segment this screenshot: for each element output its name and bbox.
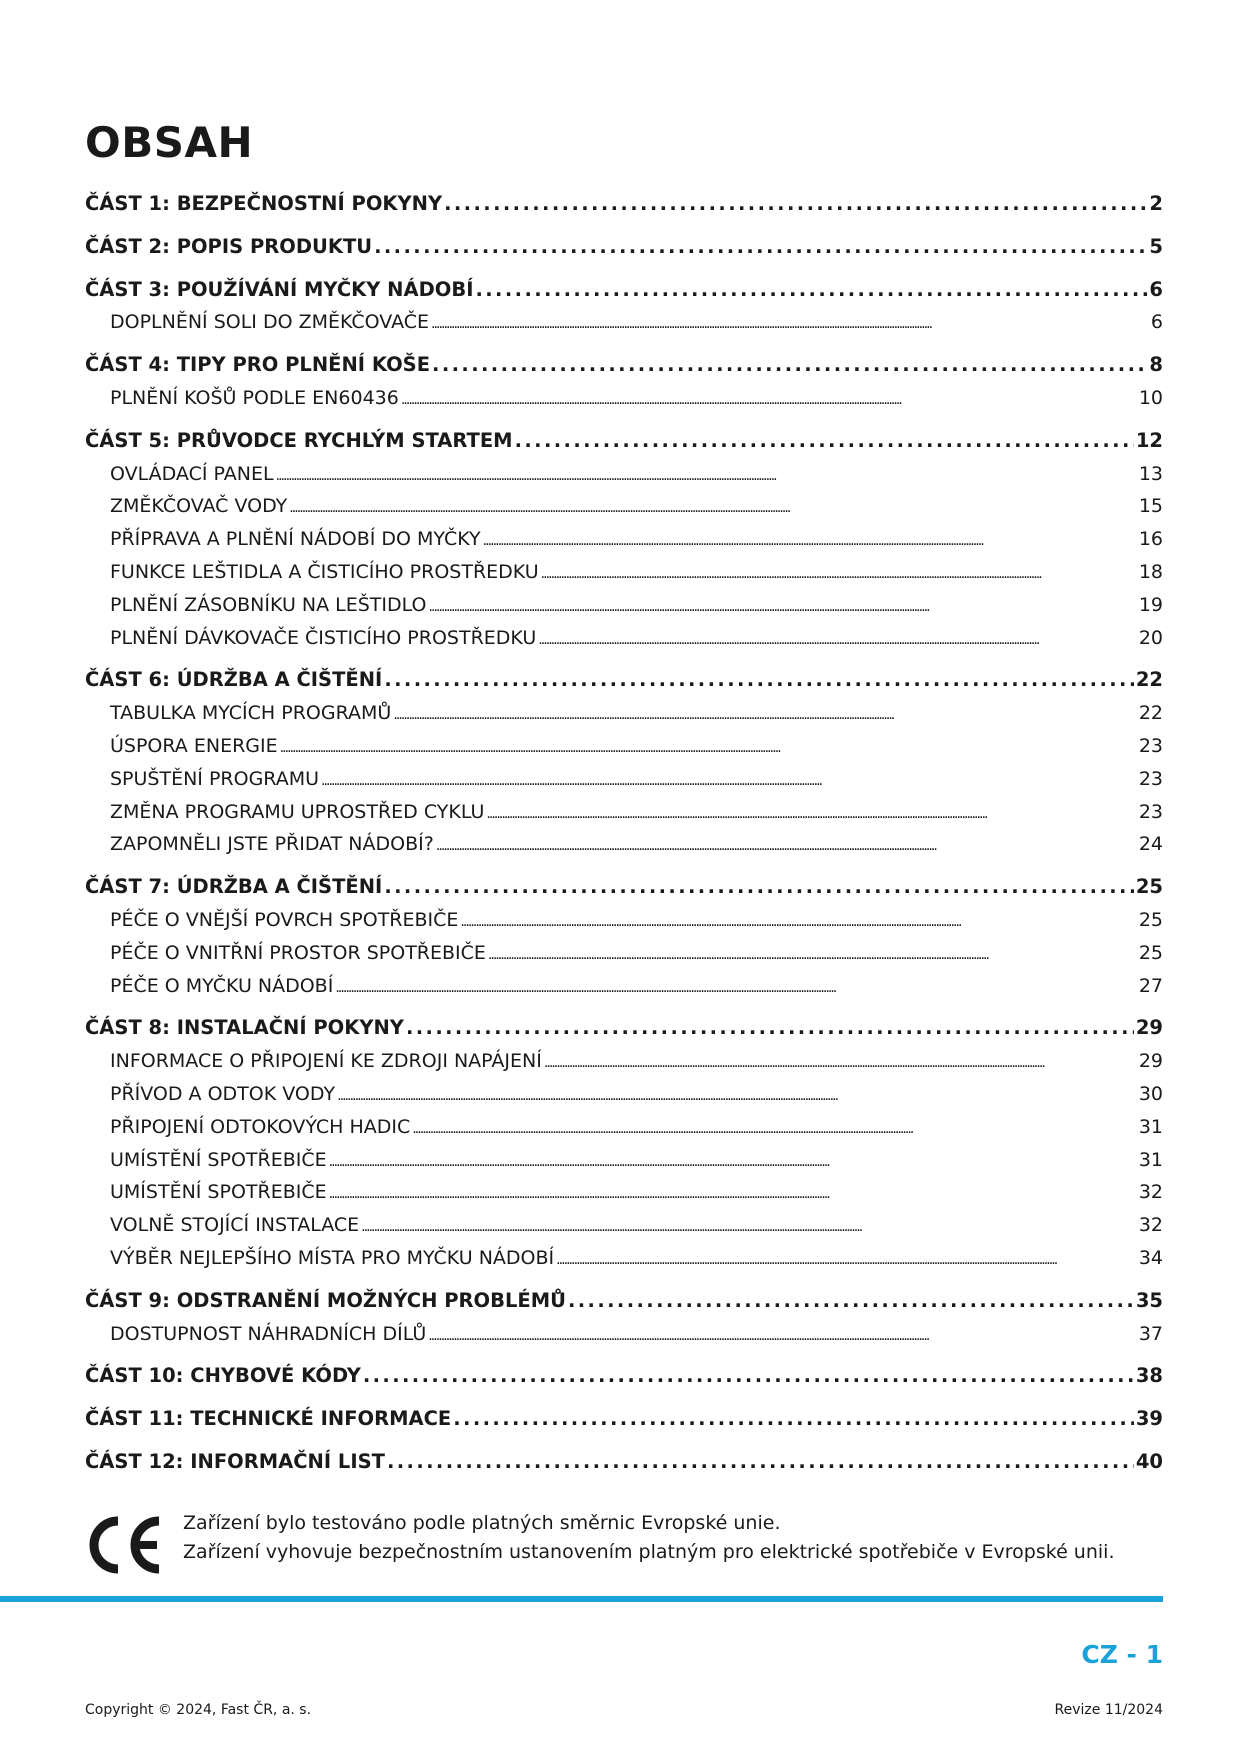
toc-leader-dots [393, 697, 1137, 732]
toc-entry-title: PÉČE O MYČKU NÁDOBÍ [110, 974, 334, 997]
toc-leader-dots [329, 1144, 1137, 1179]
toc-section[interactable] [85, 730, 1163, 763]
toc-entry-title: DOSTUPNOST NÁHRADNÍCH DÍLŮ [110, 1322, 427, 1345]
toc-entry-title: ČÁST 1: BEZPEČNOSTNÍ POKYNY [85, 192, 443, 215]
toc-entry-page: 37 [1138, 1322, 1163, 1345]
toc-entry-page: 18 [1138, 560, 1163, 583]
toc-leader-dots [361, 1209, 1137, 1244]
toc-chapter[interactable] [85, 1360, 1163, 1393]
toc-entry-page: 10 [1138, 386, 1163, 409]
toc-section[interactable] [85, 1078, 1163, 1111]
toc-entry-page: 15 [1138, 495, 1163, 518]
toc-chapter[interactable] [85, 188, 1163, 221]
toc-entry-page: 16 [1138, 528, 1163, 551]
page-number: CZ - 1 [1081, 1640, 1163, 1669]
toc-section[interactable] [85, 458, 1163, 491]
toc-entry-title: PÉČE O VNITŘNÍ PROSTOR SPOTŘEBIČE [110, 941, 486, 964]
toc-entry-title: ČÁST 10: CHYBOVÉ KÓDY [85, 1364, 361, 1388]
ce-text [183, 1509, 1115, 1567]
toc-leader-dots [486, 796, 1136, 831]
toc-entry-title: ČÁST 2: POPIS PRODUKTU [85, 234, 373, 258]
toc-entry-title: TABULKA MYCÍCH PROGRAMŮ [110, 702, 392, 725]
toc-entry-title: FUNKCE LEŠTIDLA A ČISTICÍHO PROSTŘEDKU [110, 560, 539, 583]
toc-entry-page: 6 [1149, 277, 1163, 301]
toc-chapter[interactable] [85, 425, 1163, 458]
toc-section[interactable] [85, 904, 1163, 937]
toc-entry-page: 23 [1138, 767, 1163, 790]
ce-text-line-1: Zařízení bylo testováno podle platných směrnic Evropské unie. [183, 1512, 781, 1534]
toc-leader-dots [337, 1078, 1137, 1113]
toc-entry-page: 13 [1138, 462, 1163, 485]
toc-entry-title: ČÁST 8: INSTALAČNÍ POKYNY [85, 1016, 404, 1040]
toc-entry-page: 25 [1135, 875, 1163, 899]
toc-section[interactable] [85, 622, 1163, 655]
toc-entry-page: 31 [1138, 1115, 1163, 1138]
toc-entry-title: ČÁST 9: ODSTRANĚNÍ MOŽNÝCH PROBLÉMŮ [85, 1288, 566, 1312]
toc-entry-title: INFORMACE O PŘIPOJENÍ KE ZDROJI NAPÁJENÍ [110, 1050, 542, 1073]
toc-leader-dots [321, 763, 1137, 798]
toc-entry-title: UMÍSTĚNÍ SPOTŘEBIČE [110, 1148, 327, 1171]
toc-entry-page: 24 [1138, 833, 1163, 856]
toc-entry-title: PŘIPOJENÍ ODTOKOVÝCH HADIC [110, 1115, 411, 1138]
toc-entry-title: PŘÍVOD A ODTOK VODY [110, 1082, 336, 1105]
toc-section[interactable] [85, 970, 1163, 1003]
page-title: OBSAH [85, 118, 254, 167]
toc-leader-dots [363, 1360, 1134, 1393]
toc-chapter[interactable] [85, 1285, 1163, 1318]
toc-entry-title: PŘÍPRAVA A PLNĚNÍ NÁDOBÍ DO MYČKY [110, 528, 481, 551]
toc-section[interactable] [85, 1111, 1163, 1144]
toc-entry-page: 32 [1138, 1181, 1163, 1204]
toc-chapter[interactable] [85, 349, 1163, 382]
toc-entry-title: DOPLNĚNÍ SOLI DO ZMĚKČOVAČE [110, 311, 430, 334]
toc-leader-dots [538, 622, 1137, 657]
toc-section[interactable] [85, 763, 1163, 796]
toc-leader-dots [431, 306, 1149, 341]
toc-entry-title: PLNĚNÍ ZÁSOBNÍKU NA LEŠTIDLO [110, 593, 427, 616]
toc-section[interactable] [85, 1144, 1163, 1177]
toc-entry-page: 31 [1138, 1148, 1163, 1171]
toc-entry-title: SPUŠTĚNÍ PROGRAMU [110, 767, 320, 790]
toc-leader-dots [432, 349, 1147, 382]
footer-revision: Revize 11/2024 [1054, 1702, 1163, 1718]
toc-section[interactable] [85, 523, 1163, 556]
toc-section[interactable] [85, 1045, 1163, 1078]
ce-mark-icon [85, 1515, 165, 1575]
toc-leader-dots [556, 1242, 1137, 1277]
toc-chapter[interactable] [85, 1403, 1163, 1436]
toc-leader-dots [544, 1045, 1137, 1080]
toc-section[interactable] [85, 1209, 1163, 1242]
toc-leader-dots [401, 382, 1137, 417]
toc-leader-dots [406, 1012, 1134, 1045]
toc-leader-dots [289, 490, 1137, 525]
toc-entry-title: ZAPOMNĚLI JSTE PŘIDAT NÁDOBÍ? [110, 833, 434, 856]
toc-entry-page: 23 [1138, 800, 1163, 823]
toc-section[interactable] [85, 1242, 1163, 1275]
toc-leader-dots [387, 1446, 1134, 1479]
table-of-contents [85, 188, 1163, 1479]
toc-entry-page: 23 [1138, 734, 1163, 757]
footer-copyright: Copyright © 2024, Fast ČR, a. s. [85, 1702, 312, 1718]
toc-entry-page: 34 [1138, 1246, 1163, 1269]
toc-leader-dots [475, 274, 1147, 307]
toc-entry-title: ÚSPORA ENERGIE [110, 734, 278, 757]
toc-entry-title: ČÁST 3: POUŽÍVÁNÍ MYČKY NÁDOBÍ [85, 277, 474, 301]
toc-leader-dots [429, 589, 1137, 624]
toc-entry-title: PLNĚNÍ DÁVKOVAČE ČISTICÍHO PROSTŘEDKU [110, 626, 537, 649]
toc-entry-page: 22 [1138, 702, 1163, 725]
toc-section[interactable] [85, 306, 1163, 339]
toc-entry-title: ČÁST 12: INFORMAČNÍ LIST [85, 1449, 385, 1473]
toc-entry-title: UMÍSTĚNÍ SPOTŘEBIČE [110, 1181, 327, 1204]
toc-leader-dots [428, 1318, 1137, 1353]
toc-entry-title: OVLÁDACÍ PANEL [110, 462, 274, 485]
toc-section[interactable] [85, 382, 1163, 415]
toc-section[interactable] [85, 556, 1163, 589]
toc-section[interactable] [85, 1318, 1163, 1351]
toc-section[interactable] [85, 1176, 1163, 1209]
toc-entry-page: 8 [1149, 353, 1163, 377]
toc-entry-page: 6 [1150, 311, 1163, 334]
toc-leader-dots [374, 231, 1147, 264]
footer-divider [0, 1596, 1163, 1602]
toc-entry-page: 20 [1138, 626, 1163, 649]
toc-entry-page: 38 [1135, 1364, 1163, 1388]
toc-entry-page: 5 [1149, 234, 1163, 258]
toc-entry-page: 2 [1149, 192, 1163, 215]
toc-chapter[interactable] [85, 1012, 1163, 1045]
toc-chapter[interactable] [85, 871, 1163, 904]
toc-entry-title: PLNĚNÍ KOŠŮ PODLE EN60436 [110, 386, 399, 409]
toc-leader-dots [568, 1285, 1134, 1318]
toc-entry-title: ČÁST 11: TECHNICKÉ INFORMACE [85, 1407, 452, 1431]
toc-leader-dots [453, 1403, 1134, 1436]
toc-entry-title: PÉČE O VNĚJŠÍ POVRCH SPOTŘEBIČE [110, 908, 459, 931]
toc-entry-title: VOLNĚ STOJÍCÍ INSTALACE [110, 1214, 360, 1237]
toc-leader-dots [335, 970, 1136, 1005]
toc-section[interactable] [85, 697, 1163, 730]
toc-leader-dots [384, 664, 1134, 697]
toc-leader-dots [276, 458, 1137, 493]
toc-chapter[interactable] [85, 1446, 1163, 1479]
toc-entry-page: 32 [1138, 1214, 1163, 1237]
toc-leader-dots [412, 1111, 1137, 1146]
toc-entry-page: 27 [1138, 974, 1163, 997]
toc-leader-dots [444, 188, 1147, 221]
toc-chapter[interactable] [85, 664, 1163, 697]
toc-entry-page: 29 [1135, 1016, 1163, 1040]
toc-leader-dots [436, 828, 1137, 863]
toc-entry-page: 35 [1135, 1288, 1163, 1312]
toc-entry-title: ČÁST 6: ÚDRŽBA A ČIŠTĚNÍ [85, 668, 383, 692]
toc-entry-page: 40 [1135, 1449, 1163, 1473]
toc-leader-dots [483, 523, 1137, 558]
toc-entry-page: 22 [1135, 668, 1163, 692]
toc-entry-title: ČÁST 7: ÚDRŽBA A ČIŠTĚNÍ [85, 875, 383, 899]
toc-entry-title: ZMĚNA PROGRAMU UPROSTŘED CYKLU [110, 800, 485, 823]
toc-leader-dots [329, 1176, 1137, 1211]
toc-entry-page: 25 [1138, 908, 1163, 931]
ce-text-line-2: Zařízení vyhovuje bezpečnostním ustanovením platným pro elektrické spotřebiče v Evropské unii. [183, 1541, 1115, 1563]
toc-section[interactable] [85, 937, 1163, 970]
toc-leader-dots [515, 425, 1134, 458]
toc-section[interactable] [85, 490, 1163, 523]
toc-entry-title: ZMĚKČOVAČ VODY [110, 495, 288, 518]
toc-entry-title: ČÁST 4: TIPY PRO PLNĚNÍ KOŠE [85, 353, 431, 377]
toc-section[interactable] [85, 828, 1163, 861]
toc-section[interactable] [85, 796, 1163, 829]
toc-entry-page: 39 [1135, 1407, 1163, 1431]
toc-entry-page: 19 [1138, 593, 1163, 616]
toc-chapter[interactable] [85, 274, 1163, 307]
ce-declaration [85, 1505, 1175, 1585]
toc-entry-title: VÝBĚR NEJLEPŠÍHO MÍSTA PRO MYČKU NÁDOBÍ [110, 1246, 555, 1269]
toc-leader-dots [280, 730, 1137, 765]
toc-entry-page: 25 [1138, 941, 1163, 964]
toc-leader-dots [384, 871, 1134, 904]
toc-leader-dots [541, 556, 1137, 591]
toc-leader-dots [460, 904, 1136, 939]
toc-entry-page: 12 [1135, 428, 1163, 452]
toc-chapter[interactable] [85, 231, 1163, 264]
toc-section[interactable] [85, 589, 1163, 622]
toc-leader-dots [488, 937, 1137, 972]
toc-entry-page: 30 [1138, 1082, 1163, 1105]
toc-entry-page: 29 [1138, 1050, 1163, 1073]
toc-entry-title: ČÁST 5: PRŮVODCE RYCHLÝM STARTEM [85, 428, 513, 452]
